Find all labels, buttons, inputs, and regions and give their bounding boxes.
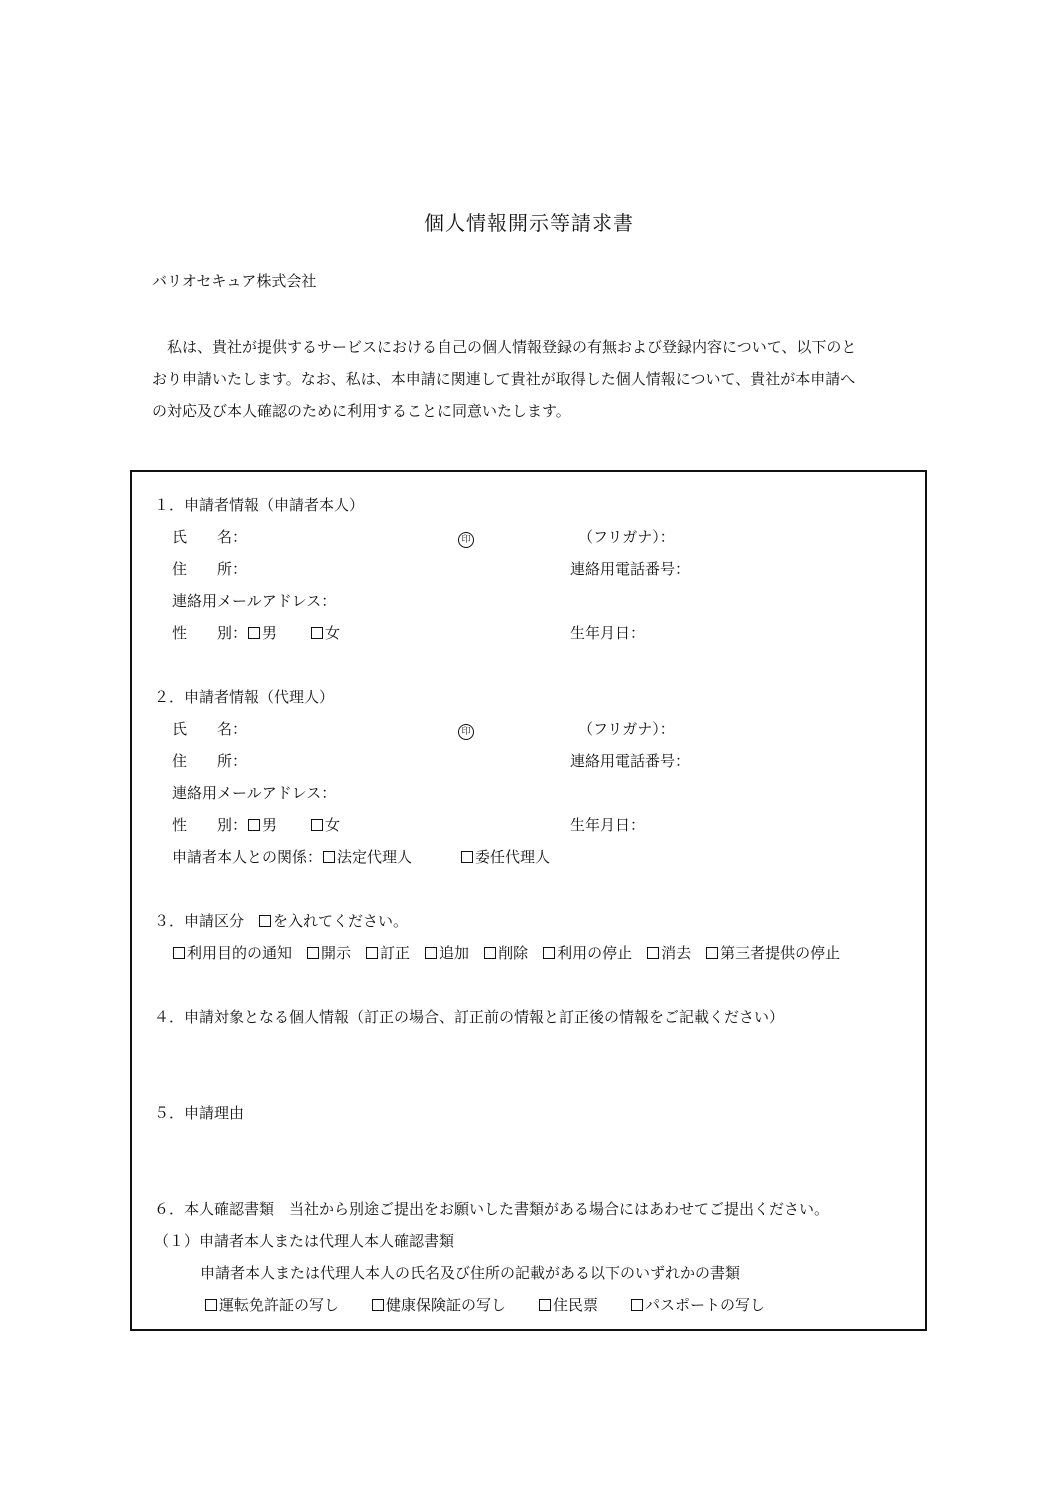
option-label: 消去: [661, 944, 692, 962]
option-label: パスポートの写し: [645, 1296, 766, 1314]
option-label: 開示: [321, 944, 352, 962]
intro-line-1: 私は、貴社が提供するサービスにおける自己の個人情報登録の有無および登録内容について、以下のと: [152, 338, 857, 356]
checkbox[interactable]: [484, 947, 496, 959]
section5-heading: ５．申請理由: [154, 1104, 245, 1122]
checkbox-female[interactable]: [311, 819, 323, 831]
checkbox-icon: [259, 915, 271, 927]
section2-relation-row: [172, 846, 550, 867]
section2-name-label: 氏 名：: [172, 720, 248, 738]
section2-male-label: 男: [262, 816, 278, 834]
checkbox[interactable]: [307, 947, 319, 959]
checkbox[interactable]: [647, 947, 659, 959]
company-name: バリオセキュア株式会社: [152, 272, 317, 290]
section2-seal-mark: [458, 718, 474, 740]
intro-line-3: の対応及び本人確認のために利用することに同意いたします。: [152, 402, 571, 420]
section4-heading: ４．申請対象となる個人情報（訂正の場合、訂正前の情報と訂正後の情報をご記載ください）: [154, 1008, 785, 1026]
checkbox-legal-representative[interactable]: [323, 851, 335, 863]
option-erasure[interactable]: [646, 942, 691, 963]
checkbox-delegated-representative[interactable]: [461, 851, 473, 863]
relation-delegate-label: 委任代理人: [475, 848, 551, 866]
section1-birth-label: 生年月日：: [570, 624, 646, 642]
section1-gender-row: [172, 622, 340, 643]
section2-female-label: 女: [325, 816, 341, 834]
option-drivers-license[interactable]: [204, 1294, 339, 1315]
section1-furigana-label: （フリガナ）：: [578, 528, 675, 546]
option-stop-third-party[interactable]: [705, 942, 840, 963]
section1-gender-label: 性 別：: [172, 624, 248, 642]
option-label: 住民票: [553, 1296, 599, 1314]
option-label: 健康保険証の写し: [386, 1296, 507, 1314]
option-disclosure[interactable]: [306, 942, 351, 963]
checkbox[interactable]: [173, 947, 185, 959]
option-health-insurance[interactable]: [371, 1294, 506, 1315]
section2-phone-label: 連絡用電話番号：: [570, 752, 691, 770]
option-label: 利用目的の通知: [187, 944, 293, 962]
section3-heading: ３．申請区分: [154, 912, 245, 930]
section2-birth-label: 生年月日：: [570, 816, 646, 834]
checkbox[interactable]: [631, 1299, 643, 1311]
section6-sub-heading: （１）申請者本人または代理人本人確認書類: [154, 1232, 455, 1250]
section2-furigana-label: （フリガナ）：: [578, 720, 675, 738]
option-purpose-notification[interactable]: [172, 942, 292, 963]
section2-address-label: 住 所：: [172, 752, 248, 770]
option-deletion[interactable]: [483, 942, 528, 963]
section1-heading: １．申請者情報（申請者本人）: [154, 496, 365, 514]
section2-relation-label: 申請者本人との関係：: [172, 848, 323, 866]
checkbox-male[interactable]: [248, 627, 260, 639]
checkbox[interactable]: [372, 1299, 384, 1311]
section1-phone-label: 連絡用電話番号：: [570, 560, 691, 578]
checkbox[interactable]: [425, 947, 437, 959]
option-label: 運転免許証の写し: [219, 1296, 340, 1314]
section1-address-label: 住 所：: [172, 560, 248, 578]
seal-icon: 印: [458, 532, 474, 548]
section2-gender-label: 性 別：: [172, 816, 248, 834]
checkbox-male[interactable]: [248, 819, 260, 831]
option-label: 利用の停止: [557, 944, 633, 962]
section3-instruction: を入れてください。: [273, 912, 409, 930]
option-addition[interactable]: [424, 942, 469, 963]
form-box: [130, 470, 927, 1331]
checkbox[interactable]: [706, 947, 718, 959]
section1-email-label: 連絡用メールアドレス：: [172, 592, 337, 610]
checkbox[interactable]: [205, 1299, 217, 1311]
option-suspension[interactable]: [542, 942, 632, 963]
option-label: 訂正: [380, 944, 411, 962]
section1-name-label: 氏 名：: [172, 528, 248, 546]
checkbox[interactable]: [543, 947, 555, 959]
section2-gender-row: [172, 814, 340, 835]
section1-seal-mark: [458, 526, 474, 548]
section1-male-label: 男: [262, 624, 278, 642]
relation-legal-label: 法定代理人: [337, 848, 413, 866]
checkbox[interactable]: [539, 1299, 551, 1311]
intro-line-2: おり申請いたします。なお、私は、本申請に関連して貴社が取得した個人情報について、貴社が本申請へ: [152, 370, 856, 388]
intro-paragraph: [152, 331, 922, 427]
option-correction[interactable]: [365, 942, 410, 963]
checkbox-female[interactable]: [311, 627, 323, 639]
option-label: 第三者提供の停止: [720, 944, 841, 962]
section2-heading: ２．申請者情報（代理人）: [154, 688, 335, 706]
request-type-options: [172, 942, 840, 963]
option-passport[interactable]: [630, 1294, 765, 1315]
section6-heading: ６．本人確認書類 当社から別途ご提出をお願いした書類がある場合にはあわせてご提出ください。: [154, 1200, 830, 1218]
checkbox[interactable]: [366, 947, 378, 959]
section1-female-label: 女: [325, 624, 341, 642]
section2-email-label: 連絡用メールアドレス：: [172, 784, 337, 802]
section3-heading-row: [154, 910, 408, 931]
option-label: 追加: [439, 944, 470, 962]
option-resident-record[interactable]: [538, 1294, 598, 1315]
seal-icon: 印: [458, 724, 474, 740]
document-title: 個人情報開示等請求書: [424, 211, 634, 235]
id-document-options: [204, 1294, 765, 1315]
option-label: 削除: [498, 944, 529, 962]
section6-description: 申請者本人または代理人本人の氏名及び住所の記載がある以下のいずれかの書類: [200, 1264, 741, 1282]
